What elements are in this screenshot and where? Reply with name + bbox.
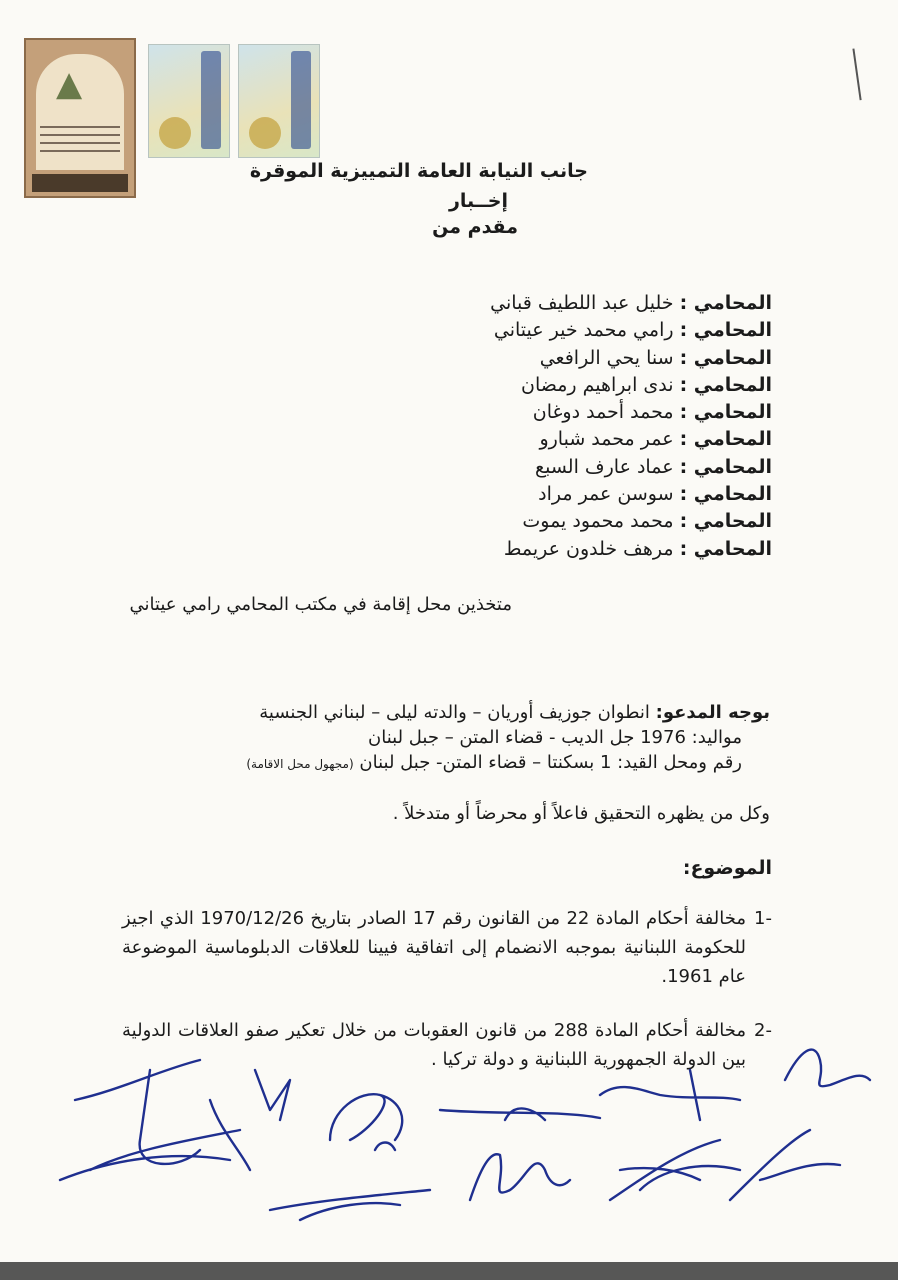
lawyer-title: المحامي : — [679, 292, 772, 314]
accused-label: بوجه المدعو: — [655, 702, 770, 723]
lawyer-name: سوسن عمر مراد — [538, 483, 674, 506]
lawyer-title: المحامي : — [679, 346, 772, 369]
signatures — [0, 1000, 898, 1280]
lawyer-title: المحامي : — [679, 401, 772, 424]
subject-heading: الموضوع: — [682, 857, 772, 879]
lawyer-title: المحامي : — [679, 537, 772, 560]
lawyer-title: المحامي : — [679, 510, 772, 533]
accused-residence-note: (مجهول محل الاقامة) — [246, 757, 354, 771]
subject-item — [122, 904, 772, 991]
list-item — [312, 456, 772, 483]
list-item — [312, 510, 772, 537]
lawyer-title: المحامي : — [679, 455, 772, 478]
lawyer-name: عماد عارف السبع — [535, 455, 674, 478]
list-item — [312, 319, 772, 346]
lawyer-title: المحامي : — [679, 483, 772, 506]
lawyer-name: مرهف خلدون عريمط — [503, 537, 674, 560]
document-type-heading: إخــبار — [448, 190, 508, 212]
list-item — [312, 538, 772, 565]
item-text: مخالفة أحكام المادة 288 من قانون العقوبات من خلال تعكير صفو العلاقات الدولية بين الدولة الجمهورية اللبنانية و دولة تركيا . — [122, 1020, 747, 1070]
lawyer-name: رامي محمد خير عيتاني — [493, 319, 674, 342]
lawyer-title: المحامي : — [679, 428, 772, 451]
lawyer-name: محمد أحمد دوغان — [532, 401, 674, 424]
accused-birth: مواليد: 1976 جل الديب - قضاء المتن – جبل لبنان — [368, 727, 742, 748]
domicile-statement: متخذين محل إقامة في مكتب المحامي رامي عيتاني — [129, 594, 512, 615]
accused-registry: رقم ومحل القيد: 1 بسكنتا – قضاء المتن- جبل لبنان — [359, 752, 742, 773]
others-statement: وكل من يظهره التحقيق فاعلاً أو محرضاً أو متدخلاً . — [392, 803, 770, 824]
scan-edge — [0, 1262, 898, 1280]
lawyers-list — [312, 292, 772, 565]
item-number: -1 — [754, 908, 772, 929]
cedar-icon: ▲ — [56, 64, 83, 104]
pen-mark — [852, 48, 867, 101]
list-item — [312, 428, 772, 455]
lawyer-name: خليل عبد اللطيف قباني — [490, 292, 674, 314]
accused-block — [10, 702, 770, 777]
lawyer-title: المحامي : — [679, 319, 772, 342]
submitted-by-heading: مقدم من — [432, 216, 518, 238]
bar-association-stamp — [24, 38, 136, 198]
lawyer-name: ندى ابراهيم رمضان — [521, 373, 674, 396]
fiscal-stamp — [238, 44, 320, 158]
list-item — [312, 347, 772, 374]
list-item — [312, 401, 772, 428]
addressee-heading: جانب النيابة العامة التمييزية الموقرة — [249, 160, 588, 182]
list-item — [312, 483, 772, 510]
list-item — [312, 374, 772, 401]
lawyer-name: عمر محمد شبارو — [539, 428, 674, 451]
list-item — [312, 292, 772, 319]
lawyer-name: محمد محمود يموت — [522, 510, 674, 533]
item-number: -2 — [754, 1020, 772, 1041]
accused-identity: انطوان جوزيف أوريان – والدته ليلى – لبناني الجنسية — [259, 702, 650, 723]
lawyer-title: المحامي : — [679, 373, 772, 396]
lawyer-name: سنا يحي الرافعي — [539, 346, 674, 369]
item-text: مخالفة أحكام المادة 22 من القانون رقم 17 الصادر بتاريخ 1970/12/26 الذي اجيز للحكومة اللبنانية بموجبه الانضمام إلى اتفاقية فيينا للعلاقات الدبلوماسية الموضوعة عام 1961. — [122, 908, 747, 987]
fiscal-stamp — [148, 44, 230, 158]
